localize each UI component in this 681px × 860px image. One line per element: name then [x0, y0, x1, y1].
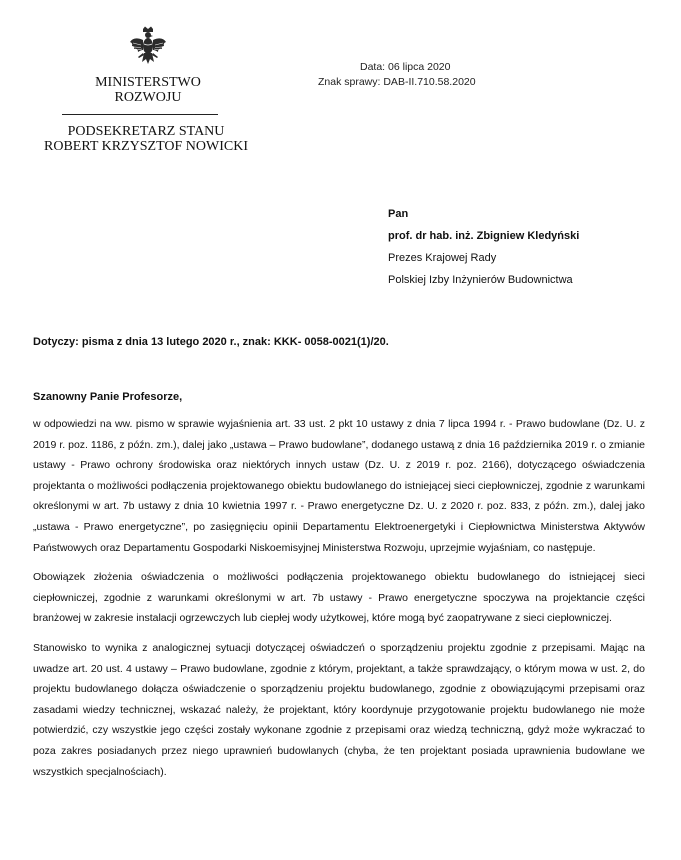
recipient-role: Prezes Krajowej Rady	[388, 252, 497, 264]
official-title: PODSEKRETARZ STANU	[67, 124, 225, 139]
document-meta	[318, 60, 518, 90]
ministry-name	[60, 75, 236, 105]
body-paragraph-3: Stanowisko to wynika z analogicznej sytuacji dotyczącej oświadczeń o sporządzeniu projektu zgodnie z przepisami. Mając na uwadze art. 20 ust. 4 ustawy – Prawo budowlane, zgodnie z którym, projektant, a także sprawdzający, o którym mowa w ust. 2, do projektu budowlanego dołącza oświadczenie o sporządzeniu projektu budowlanego, zgodnie z obowiązującymi przepisami oraz zasadami wiedzy technicznej, wskazać należy, że projektant, który koordynuje przygotowanie projektu budowlanego nie może potwierdzić, czy wszystkie jego części zostały wykonane zgodnie z przepisami oraz wiedzą techniczną, gdyż może wykraczać to poza zakres posiadanych przez niego uprawnień budowlanych (chyba, że ten projektant posiada uprawnienia budowlane we wszystkich specjalnościach).	[33, 641, 645, 778]
document-date: Data: 06 lipca 2020	[360, 61, 451, 73]
letter-greeting: Szanowny Panie Profesorze,	[33, 391, 183, 403]
recipient-organization: Polskiej Izby Inżynierów Budownictwa	[388, 274, 573, 286]
case-number: Znak sprawy: DAB-II.710.58.2020	[318, 76, 476, 88]
header-divider	[62, 114, 218, 115]
ministry-line-2: ROZWOJU	[114, 90, 182, 105]
letter-body	[33, 414, 645, 791]
recipient-name: prof. dr hab. inż. Zbigniew Kledyński	[388, 230, 580, 242]
recipient-block	[388, 203, 668, 291]
recipient-salutation: Pan	[388, 208, 409, 220]
ministry-line-1: MINISTERSTWO	[95, 75, 201, 90]
letter-subject: Dotyczy: pisma z dnia 13 lutego 2020 r., znak: KKK- 0058-0021(1)/20.	[33, 336, 389, 348]
body-paragraph-2: Obowiązek złożenia oświadczenia o możliwości podłączenia projektowanego obiektu budowlanego do istniejącej sieci ciepłowniczej, zgodnie z warunkami określonymi w art. 7b ustawy - Prawo energetyczne spoczywa na projektancie części branżowej w zakresie instalacji ogrzewczych lub ciepłej wody użytkowej, które mogą być zaopatrywane z sieci ciepłowniczej.	[33, 571, 645, 625]
official-name: ROBERT KRZYSZTOF NOWICKI	[44, 139, 248, 154]
official-block	[40, 124, 252, 154]
eagle-emblem-icon	[128, 26, 168, 70]
body-paragraph-1: w odpowiedzi na ww. pismo w sprawie wyjaśnienia art. 33 ust. 2 pkt 10 ustawy z dnia 7 lipca 1994 r. - Prawo budowlane (Dz. U. z 2019 r. poz. 1186, z późn. zm.), dalej jako „ustawa – Prawo budowlane”, dodanego ustawą z dnia 16 października 2019 r. o zmianie ustawy - Prawo ochrony środowiska oraz niektórych innych ustaw (Dz. U. z 2019 r. poz. 2166), dotyczącego oświadczenia projektanta o możliwości podłączenia projektowanego obiektu budowlanego do istniejącej sieci ciepłowniczej, zgodnie z warunkami określonymi w art. 7b ustawy z dnia 10 kwietnia 1997 r. - Prawo energetyczne Dz. U. z 2020 r. poz. 833, z późn. zm.), dalej jako „ustawa - Prawo energetyczne”, po zasięgnięciu opinii Departamentu Elektroenergetyki i Ciepłownictwa Ministerstwa Aktywów Państwowych oraz Departamentu Gospodarki Niskoemisyjnej Ministerstwa Rozwoju, uprzejmie wyjaśniam, co następuje.	[33, 418, 645, 554]
